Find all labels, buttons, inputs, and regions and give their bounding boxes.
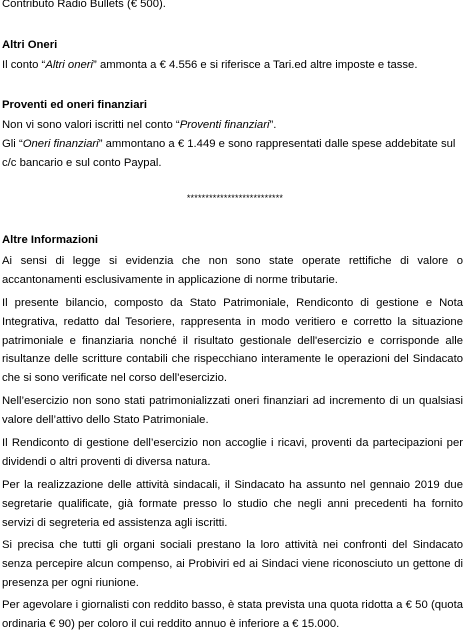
separator-stars: ************************** bbox=[186, 193, 284, 203]
altre-informazioni-heading: Altre Informazioni bbox=[2, 234, 99, 246]
oneri-finanziari-term: Oneri finanziari bbox=[22, 138, 99, 150]
altri-oneri-heading: Altri Oneri bbox=[2, 39, 58, 51]
proventi-finanziari-term: Proventi finanziari bbox=[179, 119, 270, 131]
proventi-line-2: Gli “Oneri finanziari” ammontano a € 1.449 e sono rappresentati dalle spese addebitate sul bbox=[2, 138, 456, 150]
paragraph-rendiconto: Il Rendiconto di gestione dell’esercizio non accoglie i ricavi, proventi da partecipazioni per dividendi o altri proventi di diversa natura. bbox=[2, 437, 463, 468]
proventi-heading: Proventi ed oneri finanziari bbox=[2, 99, 148, 111]
proventi-line-3: c/c bancario e sul conto Paypal. bbox=[2, 157, 162, 169]
altri-oneri-term: Altri oneri bbox=[45, 59, 94, 71]
contributo-line: Contributo Radio Bullets (€ 500). bbox=[2, 0, 166, 10]
proventi-line-1: Non vi sono valori iscritti nel conto “Proventi finanziari”. bbox=[2, 119, 277, 131]
paragraph-bilancio: Il presente bilancio, composto da Stato Patrimoniale, Rendiconto di gestione e Nota Integrativa, redatto dal Tesoriere, rappresenta in modo veritiero e corretto la situazione patrimoniale e finanziaria nonché il risultato gestionale dell'esercizio e corrisponde alle risultanze delle scritture contabili che rispecchiano interamente le operazioni del Sindacato che si sono verificate nel corso dell'esercizio. bbox=[2, 297, 463, 384]
paragraph-oneri-finanziari: Nell’esercizio non sono stati patrimonializzati oneri finanziari ad incremento di un qualsiasi valore dell’attivo dello Stato Patrimoniale. bbox=[2, 395, 463, 426]
paragraph-segretarie: Per la realizzazione delle attività sindacali, il Sindacato ha assunto nel gennaio 2019 due segretarie qualificate, già formate presso lo studio che negli anni precedenti ha fornito servizi di segreteria ed assistenza agli iscritti. bbox=[2, 479, 463, 529]
paragraph-quota-ridotta: Per agevolare i giornalisti con reddito basso, è stata prevista una quota ridotta a € 50 (quota ordinaria € 90) per coloro il cui reddito annuo è inferiore a € 15.000. bbox=[2, 599, 463, 630]
altri-oneri-text: Il conto “Altri oneri” ammonta a € 4.556 e si riferisce a Tari.ed altre imposte e tasse. bbox=[2, 59, 418, 71]
paragraph-rettifiche: Ai sensi di legge si evidenzia che non sono state operate rettifiche di valore o accantonamenti esclusivamente in applicazione di norme tributarie. bbox=[2, 255, 463, 286]
paragraph-organi-sociali: Si precisa che tutti gli organi sociali prestano la loro attività nei confronti del Sindacato senza percepire alcun compenso, ai Probiviri ed ai Sindaci viene riconosciuto un gettone di presenza per ogni riunione. bbox=[2, 539, 463, 589]
